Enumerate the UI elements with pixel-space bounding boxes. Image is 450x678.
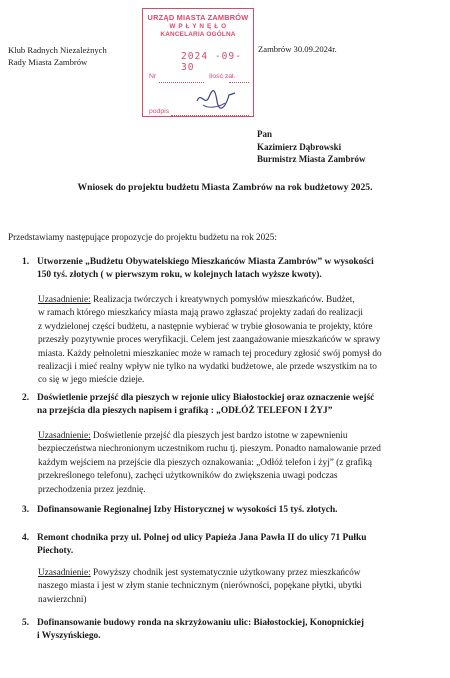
stamp-date: 2024 -09- 30 (181, 51, 242, 73)
item-number: 4. (22, 533, 30, 543)
stamp-nr-label: Nr (149, 73, 157, 80)
item-number: 1. (22, 257, 30, 267)
stamp-podpis-label: podpis (149, 108, 170, 115)
justification-line: z wydzielonej części budżetu, a następnie wybierać w trybie głosowania te projekty, które (38, 321, 373, 332)
justification-line: w ramach którego mieszkańcy miasta mają prawo zgłaszać projekty zadań do realizacji (38, 308, 363, 319)
item-heading-line: Doświetlenie przejść dla pieszych w rejonie ulicy Białostockiej oraz oznaczenie wejść (37, 393, 375, 403)
sender-line: Rady Miasta Zambrów (8, 57, 88, 67)
justification-label: Uzasadnienie: (38, 568, 91, 578)
item-heading-line: na przejścia dla pieszych napisem i grafiką : „ODŁÓŻ TELEFON I ŻYJ” (37, 406, 333, 417)
proposal-item-5 (22, 617, 440, 644)
addressee-line: Pan (257, 129, 273, 139)
justification-line: realizacji i mieć realny wpływ nie tylko na wydatki budżetowe, ale przede wszystkim na to (38, 362, 377, 373)
receipt-stamp (142, 8, 254, 117)
item-number: 2. (22, 393, 30, 403)
stamp-podpis-line (171, 115, 249, 116)
justification-4 (38, 567, 440, 607)
intro-text: Przedstawiamy następujące propozycje do projektu budżetu na rok 2025: (8, 232, 277, 242)
handwritten-signature (195, 87, 237, 111)
stamp-nr-line (159, 82, 204, 83)
sender-line: Klub Radnych Niezależnych (8, 45, 107, 55)
justification-line: Realizacja twórczych i kreatywnych pomysłów mieszkańców. Budżet, (90, 295, 355, 305)
justification-label: Uzasadnienie: (38, 295, 91, 305)
item-heading-line: i Wyszyńskiego. (37, 631, 101, 642)
proposal-item-2 (22, 392, 440, 419)
stamp-received: W P Ł Y N Ę Ł O (169, 23, 227, 30)
stamp-zal-line (229, 82, 249, 83)
justification-line: przeszły pozytywnie proces weryfikacji. Celem jest zaangażowanie mieszkańców w sprawy (38, 335, 381, 346)
stamp-department: KANCELARIA OGÓLNA (160, 31, 236, 38)
justification-line: co się w jego mieście dzieje. (38, 375, 145, 386)
proposal-item-3 (22, 504, 440, 517)
justification-line: każdym wejściem na przejście dla pieszych oznakowania: „Odłóż telefon i żyj” (z grafiką (38, 457, 373, 468)
justification-2 (38, 430, 440, 497)
item-heading-line: Piechoty. (37, 546, 74, 557)
stamp-zal-label: Ilość zał. (209, 73, 236, 80)
justification-line: miasta. Każdy pełnoletni mieszkaniec może w ramach tej procedury zgłosić swój pomysł do (38, 348, 382, 359)
proposal-item-4 (22, 532, 440, 559)
justification-line: Doświetlenie przejść dla pieszych jest bardzo istotne w zapewnieniu (90, 431, 348, 441)
justification-line: przechodzenia przez jezdnię. (38, 484, 146, 495)
justification-label: Uzasadnienie: (38, 431, 91, 441)
addressee-line: Kazimierz Dąbrowski (257, 141, 342, 152)
item-heading-line: Dofinansowanie budowy ronda na skrzyżowaniu ulic: Białostockiej, Konopnickiej (37, 618, 364, 628)
item-heading-line: 150 tyś. złotych ( w pierwszym roku, w kolejnych latach wyższe kwoty). (37, 270, 322, 281)
document-title: Wniosek do projektu budżetu Miasta Zambrów na rok budżetowy 2025. (77, 182, 373, 193)
sender-block (8, 44, 107, 68)
justification-line: Powyższy chodnik jest systematycznie użytkowany przez mieszkańców (90, 568, 361, 578)
item-heading-line: Dofinansowanie Regionalnej Izby Historycznej w wysokości 15 tyś. złotych. (37, 505, 338, 515)
proposal-item-1 (22, 256, 440, 283)
addressee-line: Burmistrz Miasta Zambrów (257, 154, 366, 164)
item-heading-line: Remont chodnika przy ul. Polnej od ulicy Papieża Jana Pawła II do ulicy 71 Pułku (37, 533, 367, 543)
justification-line: przekreślonego telefonu), zachęci użytkowników do zwiększenia uwagi podczas (38, 471, 338, 482)
item-number: 3. (22, 505, 30, 515)
justification-1 (38, 294, 440, 388)
justification-line: nawierzchni) (38, 594, 87, 605)
justification-line: bezpieczeństwa niechronionym uczestnikom ruchu tj. pieszym. Ponadto namalowanie przed (38, 444, 381, 455)
stamp-office: URZĄD MIASTA ZAMBRÓW (147, 13, 249, 22)
addressee-block (257, 128, 365, 166)
item-number: 5. (22, 618, 30, 628)
document-date: Zambrów 30.09.2024r. (258, 44, 337, 54)
justification-line: naszego miasta i jest w złym stanie technicznym (nierówności, popękane płytki, ubytki (38, 581, 363, 592)
item-heading-line: Utworzenie „Budżetu Obywatelskiego Mieszkańców Miasta Zambrów” w wysokości (37, 257, 374, 267)
